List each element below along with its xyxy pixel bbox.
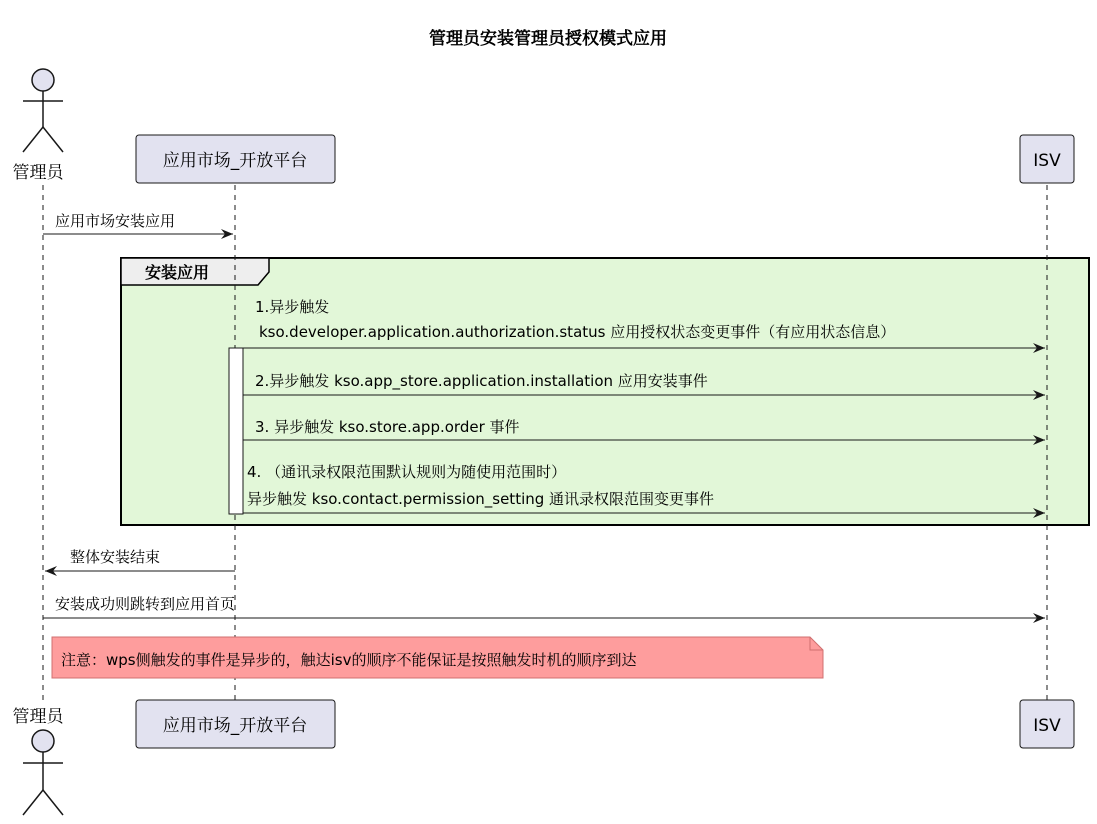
message-label: 3. 异步触发 kso.store.app.order 事件 bbox=[255, 418, 520, 436]
message-install-from-market bbox=[43, 212, 233, 234]
participant-platform-label-top: 应用市场_开放平台 bbox=[162, 151, 308, 171]
message-label: 1.异步触发 bbox=[255, 298, 330, 316]
note-text: 注意：wps侧触发的事件是异步的，触达isv的顺序不能保证是按照触发时机的顺序到达 bbox=[61, 651, 637, 669]
message-label: 应用市场安装应用 bbox=[55, 212, 176, 230]
actor-admin-bottom bbox=[13, 707, 66, 815]
actor-head-icon bbox=[32, 69, 54, 91]
actor-admin-label-top: 管理员 bbox=[12, 163, 64, 183]
group-label: 安装应用 bbox=[145, 263, 210, 282]
message-label: 异步触发 kso.contact.permission_setting 通讯录权限范围变更事件 bbox=[247, 490, 715, 508]
participant-platform-bottom bbox=[136, 700, 335, 748]
actor-admin-top bbox=[13, 69, 66, 183]
participant-isv-label-bottom: ISV bbox=[1033, 716, 1061, 736]
platform-activation-bar bbox=[229, 348, 243, 514]
message-label: 4. （通讯录权限范围默认规则为随使用范围时） bbox=[247, 463, 567, 481]
message-label: 安装成功则跳转到应用首页 bbox=[55, 595, 236, 613]
message-redirect-home bbox=[43, 595, 1045, 618]
participant-platform-label-bottom: 应用市场_开放平台 bbox=[162, 716, 308, 736]
participant-isv-top bbox=[1020, 135, 1074, 183]
participant-isv-bottom bbox=[1020, 700, 1074, 748]
actor-head-icon bbox=[32, 730, 54, 752]
message-install-finished bbox=[45, 548, 235, 571]
message-label: kso.developer.application.authorization.status 应用授权状态变更事件（有应用状态信息） bbox=[259, 323, 896, 341]
message-label: 整体安装结束 bbox=[70, 548, 161, 566]
actor-admin-label-bottom: 管理员 bbox=[12, 707, 64, 727]
message-label: 2.异步触发 kso.app_store.application.installation 应用安装事件 bbox=[255, 372, 708, 390]
participant-isv-label-top: ISV bbox=[1033, 151, 1061, 171]
participant-platform-top bbox=[136, 135, 335, 183]
note-async-order bbox=[52, 637, 823, 678]
diagram-title: 管理员安装管理员授权模式应用 bbox=[429, 29, 667, 49]
